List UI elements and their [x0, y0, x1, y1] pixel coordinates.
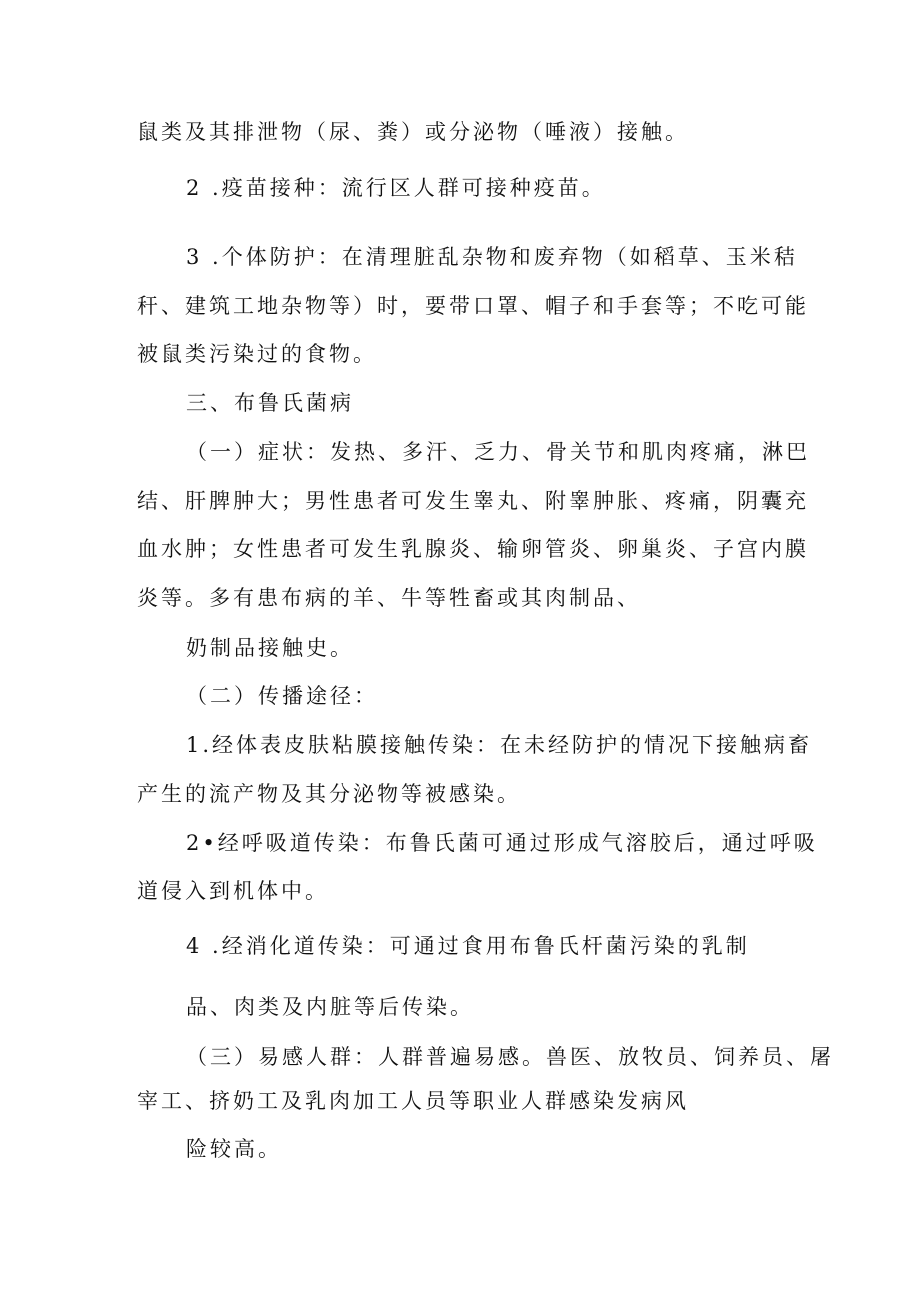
- text-line: 2 .疫苗接种：流行区人群可接种疫苗。: [186, 176, 606, 200]
- text-line: 品、肉类及内脏等后传染。: [186, 995, 474, 1019]
- text-line: 被鼠类污染过的食物。: [137, 342, 377, 366]
- text-line: 1.经体表皮肤粘膜接触传染：在未经防护的情况下接触病畜: [186, 733, 813, 757]
- text-line: 鼠类及其排泄物（尿、粪）或分泌物（唾液）接触。: [137, 120, 689, 144]
- text-line: 2•经呼吸道传染：布鲁氏菌可通过形成气溶胶后，通过呼吸: [186, 831, 818, 855]
- text-line: 4 .经消化道传染：可通过食用布鲁氏杆菌污染的乳制: [186, 934, 750, 958]
- text-line: 产生的流产物及其分泌物等被感染。: [137, 782, 521, 806]
- text-line: 奶制品接触史。: [186, 636, 354, 660]
- text-line: 秆、建筑工地杂物等）时，要带口罩、帽子和手套等；不吃可能: [137, 294, 809, 318]
- text-line: 道侵入到机体中。: [137, 879, 329, 903]
- text-line: 险较高。: [186, 1137, 282, 1161]
- text-line: 血水肿；女性患者可发生乳腺炎、输卵管炎、卵巢炎、子宫内膜: [137, 537, 809, 561]
- text-line: （二）传播途径：: [186, 684, 378, 708]
- text-line: 3 .个体防护：在清理脏乱杂物和废弃物（如稻草、玉米秸: [186, 245, 798, 269]
- text-line: 炎等。多有患布病的羊、牛等牲畜或其肉制品、: [137, 586, 641, 610]
- section-heading: 三、布鲁氏菌病: [186, 391, 354, 415]
- text-line: （三）易感人群：人群普遍易感。兽医、放牧员、饲养员、屠: [186, 1045, 834, 1069]
- text-line: 宰工、挤奶工及乳肉加工人员等职业人群感染发病风: [137, 1089, 689, 1113]
- text-line: （一）症状：发热、多汗、乏力、骨关节和肌肉疼痛，淋巴: [186, 440, 810, 464]
- text-line: 结、肝脾肿大；男性患者可发生睾丸、附睾肿胀、疼痛，阴囊充: [137, 489, 809, 513]
